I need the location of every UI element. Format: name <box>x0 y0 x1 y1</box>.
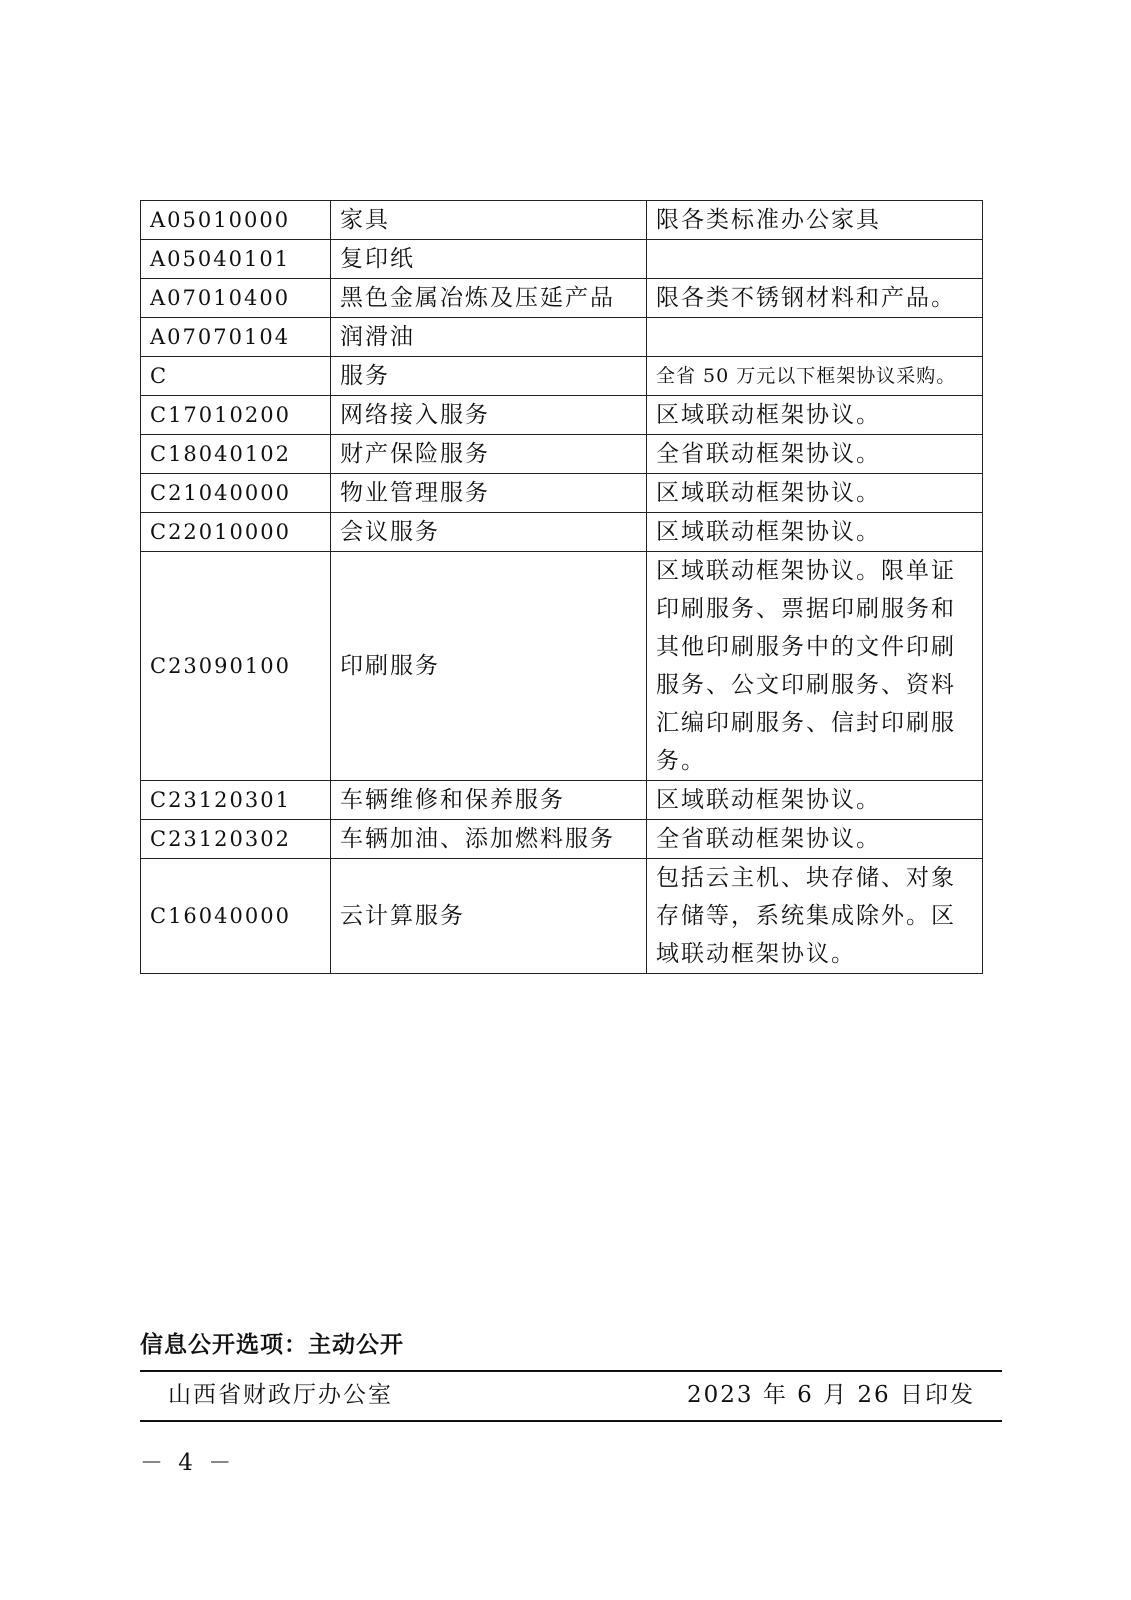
item-note: 限各类标准办公家具 <box>647 201 983 240</box>
item-name: 润滑油 <box>331 318 647 357</box>
item-note: 全省 50 万元以下框架协议采购。 <box>647 357 983 396</box>
table-row <box>141 859 983 974</box>
item-code: C23120302 <box>141 820 331 859</box>
item-name: 财产保险服务 <box>331 435 647 474</box>
item-note: 区域联动框架协议。 <box>647 781 983 820</box>
table-row <box>141 552 983 781</box>
table-row <box>141 240 983 279</box>
page-number: － 4 － <box>140 1450 236 1476</box>
item-code: A07070104 <box>141 318 331 357</box>
table-row <box>141 781 983 820</box>
item-name: 车辆加油、添加燃料服务 <box>331 820 647 859</box>
item-code: C17010200 <box>141 396 331 435</box>
table-row <box>141 513 983 552</box>
item-code: A05040101 <box>141 240 331 279</box>
item-name: 复印纸 <box>331 240 647 279</box>
footer-divider-top <box>140 1370 1002 1372</box>
table-row <box>141 318 983 357</box>
item-code: C16040000 <box>141 859 331 974</box>
item-note: 全省联动框架协议。 <box>647 820 983 859</box>
item-name: 云计算服务 <box>331 859 647 974</box>
item-name: 服务 <box>331 357 647 396</box>
disclosure-option: 信息公开选项：主动公开 <box>140 1332 404 1358</box>
item-name: 网络接入服务 <box>331 396 647 435</box>
item-name: 印刷服务 <box>331 552 647 781</box>
item-code: C <box>141 357 331 396</box>
table-row <box>141 820 983 859</box>
item-name: 黑色金属冶炼及压延产品 <box>331 279 647 318</box>
item-code: C21040000 <box>141 474 331 513</box>
item-note: 区域联动框架协议。限单证印刷服务、票据印刷服务和其他印刷服务中的文件印刷服务、公文印刷服务、资料汇编印刷服务、信封印刷服务。 <box>647 552 983 781</box>
issuing-office: 山西省财政厅办公室 <box>168 1382 393 1408</box>
item-code: A05010000 <box>141 201 331 240</box>
table-row <box>141 279 983 318</box>
item-code: A07010400 <box>141 279 331 318</box>
catalog-table <box>140 200 983 974</box>
footer-divider-bottom <box>140 1420 1002 1422</box>
item-note: 区域联动框架协议。 <box>647 513 983 552</box>
item-name: 物业管理服务 <box>331 474 647 513</box>
item-name: 家具 <box>331 201 647 240</box>
item-note <box>647 240 983 279</box>
item-code: C22010000 <box>141 513 331 552</box>
item-note: 包括云主机、块存储、对象存储等，系统集成除外。区域联动框架协议。 <box>647 859 983 974</box>
issue-date: 2023 年 6 月 26 日印发 <box>687 1382 975 1408</box>
item-name: 车辆维修和保养服务 <box>331 781 647 820</box>
item-code: C18040102 <box>141 435 331 474</box>
item-name: 会议服务 <box>331 513 647 552</box>
item-code: C23090100 <box>141 552 331 781</box>
item-code: C23120301 <box>141 781 331 820</box>
table-row <box>141 357 983 396</box>
table-row <box>141 435 983 474</box>
item-note <box>647 318 983 357</box>
table-row <box>141 201 983 240</box>
table-row <box>141 474 983 513</box>
item-note: 限各类不锈钢材料和产品。 <box>647 279 983 318</box>
table-row <box>141 396 983 435</box>
item-note: 全省联动框架协议。 <box>647 435 983 474</box>
item-note: 区域联动框架协议。 <box>647 474 983 513</box>
item-note: 区域联动框架协议。 <box>647 396 983 435</box>
